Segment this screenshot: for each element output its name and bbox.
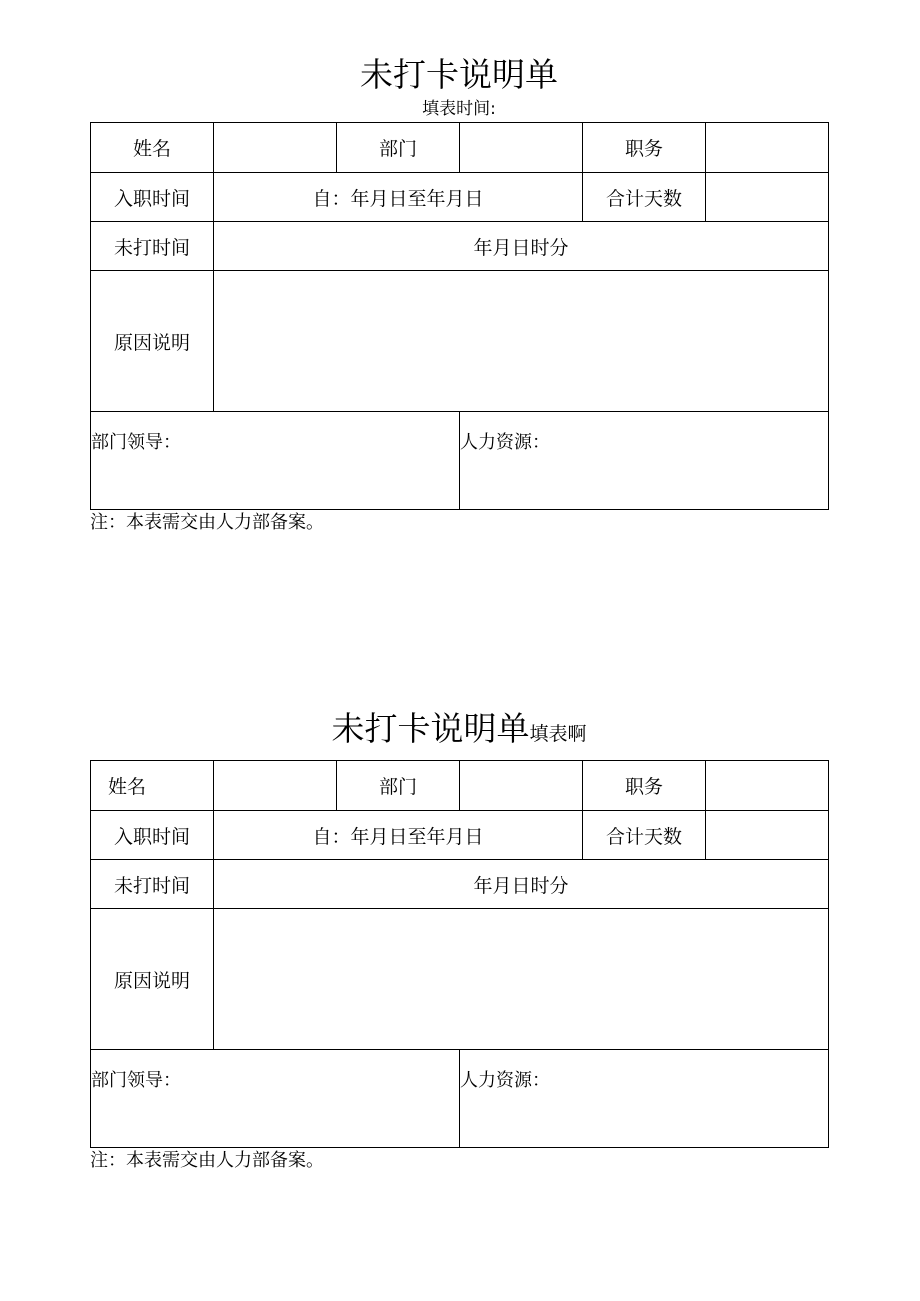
hire-range-field[interactable]: 自：年月日至年月日 [214,173,583,222]
reason-label: 原因说明 [91,909,214,1050]
missed-time-label: 未打时间 [91,222,214,271]
hr-signature[interactable]: 人力资源： [460,1050,829,1148]
name-input[interactable] [214,761,337,811]
dept-leader-signature[interactable]: 部门领导： [91,412,460,510]
department-label: 部门 [337,123,460,173]
hire-time-label: 入职时间 [91,811,214,860]
missed-time-label: 未打时间 [91,860,214,909]
form-2 [90,709,828,1189]
form-note: 注：本表需交由人力部备案。 [90,512,324,533]
total-days-input[interactable] [706,173,829,222]
name-input[interactable] [214,123,337,173]
department-label: 部门 [337,761,460,811]
dept-leader-signature[interactable]: 部门领导： [91,1050,460,1148]
attendance-form-table [90,122,829,510]
missed-time-field[interactable]: 年月日时分 [214,860,829,909]
reason-input[interactable] [214,909,829,1050]
department-input[interactable] [460,123,583,173]
position-label: 职务 [583,123,706,173]
hire-range-field[interactable]: 自：年月日至年月日 [214,811,583,860]
total-days-label: 合计天数 [583,811,706,860]
total-days-input[interactable] [706,811,829,860]
hr-signature[interactable]: 人力资源： [460,412,829,510]
form-title: 未打卡说明单 [360,55,558,94]
position-label: 职务 [583,761,706,811]
form-note: 注：本表需交由人力部备案。 [90,1150,324,1171]
missed-time-field[interactable]: 年月日时分 [214,222,829,271]
reason-input[interactable] [214,271,829,412]
position-input[interactable] [706,123,829,173]
total-days-label: 合计天数 [583,173,706,222]
position-input[interactable] [706,761,829,811]
form-title-row [90,709,828,755]
name-label: 姓名 [91,123,214,173]
form-1 [90,55,828,545]
name-label: 姓名 [91,761,214,811]
form-title: 未打卡说明单 [331,709,530,748]
attendance-form-table [90,760,829,1148]
fill-date-label: 填表时间: [422,99,496,119]
reason-label: 原因说明 [91,271,214,412]
department-input[interactable] [460,761,583,811]
hire-time-label: 入职时间 [91,173,214,222]
form-title-suffix: 填表啊 [529,723,587,745]
